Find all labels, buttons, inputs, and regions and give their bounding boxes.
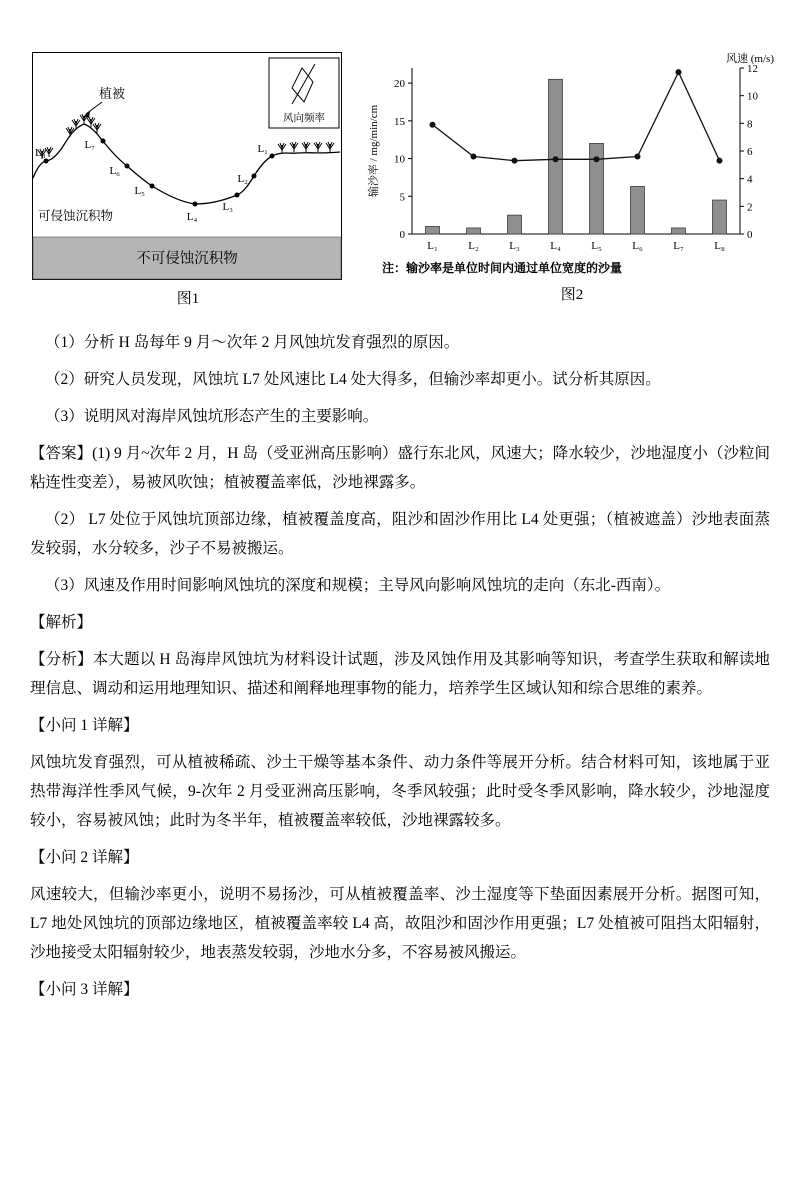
paragraph: （1）分析 H 岛每年 9 月～次年 2 月风蚀坑发育强烈的原因。	[45, 334, 460, 351]
right-tick-label: 4	[747, 173, 753, 186]
right-tick-label: 0	[747, 229, 753, 241]
paragraph: 风蚀坑发育强烈，可从植被稀疏、沙土干燥等基本条件、动力条件等展开分析。结合材料可知，该地属于亚热带海洋性季风气候，9-次年 2 月受亚洲高压影响，冬季风较强；此时受冬季风影响，降水较少，沙地湿度较小，容易被风蚀；此时为冬半年，植被覆盖率较低，沙地裸露较多。	[30, 754, 770, 829]
category-label: L₈	[714, 240, 725, 252]
paragraph: 【答案】(1) 9 月~次年 2 月，H 岛（受亚洲高压影响）盛行东北风，风速大；降水较少，沙地湿度小（沙粒间粘连性变差），易被风吹蚀；植被覆盖率低，沙地裸露多。	[30, 445, 770, 491]
left-tick-label: 5	[399, 191, 405, 204]
left-tick-label: 10	[394, 153, 405, 166]
terrain-point-dot	[270, 154, 275, 159]
terrain-point-dot	[150, 184, 155, 189]
figure1	[32, 52, 344, 308]
figure2-caption: 图2	[560, 287, 584, 303]
bar	[467, 228, 481, 234]
paragraph: 【解析】	[30, 614, 93, 631]
figure2	[366, 52, 778, 304]
line-marker	[430, 122, 436, 128]
paragraph: 【小问 3 详解】	[30, 981, 139, 998]
line-marker	[635, 154, 641, 160]
figure2-note: 注：输沙率是单位时间内通过单位宽度的沙量	[382, 261, 623, 275]
left-tick-label: 0	[399, 229, 405, 241]
point-label: L₃	[222, 201, 233, 213]
point-label: L₄	[186, 211, 198, 223]
line-marker	[594, 156, 600, 162]
paragraph: （3）说明风对海岸风蚀坑形态产生的主要影响。	[45, 408, 379, 425]
category-label: L₄	[550, 240, 561, 252]
figure2-chart-canvas	[366, 52, 778, 258]
paragraph: （3）风速及作用时间影响风蚀坑的深度和规模；主导风向影响风蚀坑的走向（东北-西南）。	[45, 577, 671, 594]
category-label: L₅	[591, 240, 602, 252]
paragraph: （2）研究人员发现，风蚀坑 L7 处风速比 L4 处大得多，但输沙率却更小。试分析其原因。	[45, 371, 661, 388]
line-marker	[717, 158, 723, 164]
right-tick-label: 12	[747, 63, 758, 75]
figure1-caption: 图1	[176, 291, 200, 307]
paragraph: 风速较大，但输沙率更小，说明不易扬沙，可从植被覆盖率、沙土湿度等下垫面因素展开分析。据图可知，L7 地处风蚀坑的顶部边缘地区，植被覆盖率较 L4 高，故阻沙和固沙作用更强；L7 处植被可阻挡太阳辐射，沙地接受太阳辐射较少，地表蒸发较弱，沙地水分多，不容易被风搬运。	[30, 886, 770, 961]
point-label: L₈	[35, 147, 46, 159]
terrain-point-dot	[193, 202, 198, 207]
paragraph: 【小问 2 详解】	[30, 849, 139, 866]
category-label: L₃	[509, 240, 520, 252]
line-marker	[553, 156, 559, 162]
point-label: L₂	[237, 173, 248, 185]
paragraph: 【分析】本大题以 H 岛海岸风蚀坑为材料设计试题，涉及风蚀作用及其影响等知识，考查学生获取和解读地理信息、调动和运用地理知识、描述和阐释地理事物的能力，培养学生区域认知和综合思维的素养。	[30, 651, 770, 697]
left-tick-label: 15	[394, 115, 405, 128]
bar	[713, 200, 727, 234]
point-label: L₅	[134, 185, 145, 197]
terrain-point-dot	[44, 159, 49, 164]
bar	[508, 215, 522, 234]
right-tick-label: 2	[747, 201, 753, 214]
text-body	[30, 328, 770, 1004]
terrain-point-dot	[125, 164, 130, 169]
vegetation-label: 植被	[98, 86, 126, 101]
left-axis-title: 输沙率 / mg/min/cm	[368, 104, 380, 198]
right-tick-label: 8	[747, 118, 753, 131]
category-label: L₇	[673, 240, 684, 252]
right-tick-label: 10	[747, 90, 758, 103]
paragraph: （2） L7 处位于风蚀坑顶部边缘，植被覆盖度高，阻沙和固沙作用比 L4 处更强；（植被遮盖）沙地表面蒸发较弱，水分较多，沙子不易被搬运。	[30, 511, 770, 557]
point-label: L₆	[109, 165, 120, 177]
bar	[426, 226, 440, 234]
terrain-point-dot	[101, 139, 106, 144]
category-label: L₆	[632, 240, 643, 252]
wind-rose-label: 风向频率	[283, 113, 325, 124]
category-label: L₁	[427, 240, 438, 252]
terrain-point-dot	[235, 193, 240, 198]
paragraph: 【小问 1 详解】	[30, 717, 139, 734]
right-axis-title: 风速 (m/s)	[726, 53, 774, 65]
bar	[631, 186, 645, 234]
figures-row	[30, 52, 774, 308]
terrain-point-dot	[252, 174, 257, 179]
line-marker	[471, 154, 477, 160]
line-marker	[512, 158, 518, 164]
figure1-diagram	[32, 52, 344, 280]
line-series	[433, 72, 720, 161]
point-label: L₇	[84, 139, 95, 151]
bar	[672, 228, 686, 234]
point-label: L₁	[257, 143, 268, 155]
category-label: L₂	[468, 240, 479, 252]
non-erodible-label: 不可侵蚀沉积物	[136, 251, 238, 267]
line-marker	[676, 69, 682, 75]
erodible-label: 可侵蚀沉积物	[38, 209, 114, 223]
left-tick-label: 20	[394, 78, 405, 91]
right-tick-label: 6	[747, 146, 753, 158]
